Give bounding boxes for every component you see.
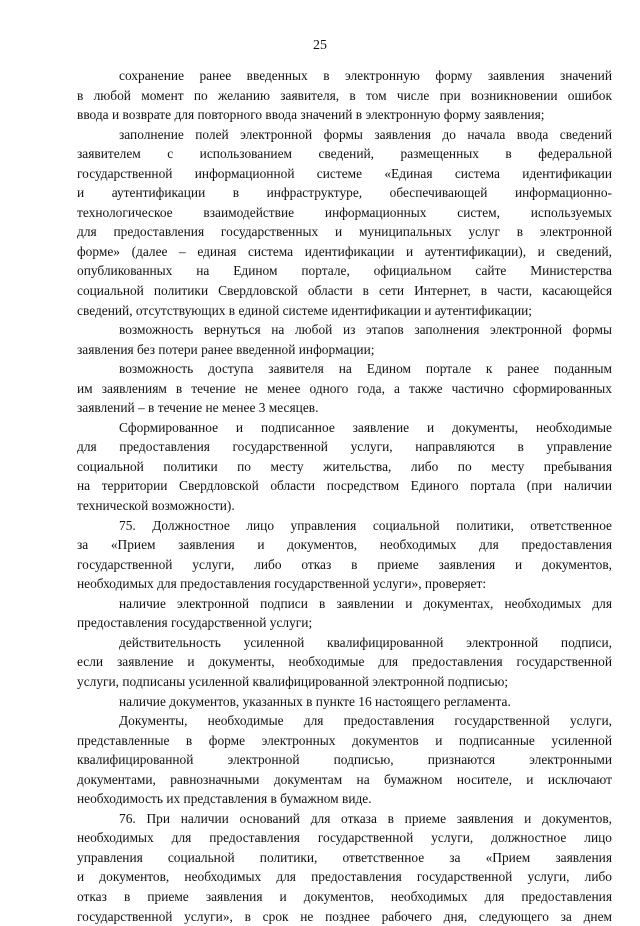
text-line: представленные в форме электронных документов и подписанные усиленной bbox=[77, 732, 612, 748]
text-line: наличие электронной подписи в заявлении и документах, необходимых для bbox=[119, 595, 612, 611]
text-line: сведений, отсутствующих в единой системе идентификации и аутентификации; bbox=[77, 302, 532, 318]
text-line: ввода и возврате для повторного ввода значений в электронную форму заявления; bbox=[77, 107, 545, 123]
text-line: и аутентификации в инфраструктуре, обеспечивающей информационно- bbox=[77, 185, 612, 201]
text-line: наличие документов, указанных в пункте 16 настоящего регламента. bbox=[119, 693, 511, 709]
text-line: на территории Свердловской области посредством Единого портала (при наличии bbox=[77, 478, 612, 494]
paragraph bbox=[77, 66, 612, 125]
text-line: действительность усиленной квалифицированной электронной подписи, bbox=[119, 634, 612, 650]
text-line: для предоставления государственных и муниципальных услуг в электронной bbox=[77, 224, 612, 240]
text-line: возможность доступа заявителя на Едином портале к ранее поданным bbox=[119, 361, 612, 377]
text-line: заявления без потери ранее введенной информации; bbox=[77, 341, 375, 357]
text-line: заполнение полей электронной формы заявления до начала ввода сведений bbox=[119, 126, 612, 142]
text-line: заявлений – в течение не менее 3 месяцев. bbox=[77, 400, 319, 416]
paragraph bbox=[77, 418, 612, 516]
paragraph bbox=[77, 809, 612, 926]
text-line: Документы, необходимые для предоставления государственной услуги, bbox=[119, 713, 612, 729]
text-line: за «Прием заявления и документов, необходимых для предоставления bbox=[77, 537, 612, 553]
text-line: государственной информационной системе «Единая система идентификации bbox=[77, 165, 612, 181]
text-line: опубликованных на Едином портале, официальном сайте Министерства bbox=[77, 263, 612, 279]
text-line: социальной политики по месту жительства, либо по месту пребывания bbox=[77, 458, 612, 474]
text-line: необходимых для предоставления государственной услуги», проверяет: bbox=[77, 576, 487, 592]
text-line: заявителем с использованием сведений, размещенных в федеральной bbox=[77, 146, 612, 162]
text-line: предоставления государственной услуги; bbox=[77, 615, 313, 631]
text-line: Сформированное и подписанное заявление и документы, необходимые bbox=[119, 419, 612, 435]
text-line: форме» (далее – единая система идентификации и аутентификации), и сведений, bbox=[77, 243, 612, 259]
text-line: сохранение ранее введенных в электронную форму заявления значений bbox=[119, 68, 612, 83]
text-line: технической возможности). bbox=[77, 498, 235, 514]
text-line: 75. Должностное лицо управления социальной политики, ответственное bbox=[119, 517, 612, 533]
text-line: необходимых для предоставления государственной услуги, должностное лицо bbox=[77, 830, 612, 846]
paragraph bbox=[77, 125, 612, 320]
text-line: в любой момент по желанию заявителя, в том числе при возникновении ошибок bbox=[77, 87, 612, 103]
text-line: необходимость их представления в бумажном виде. bbox=[77, 791, 372, 807]
text-line: возможность вернуться на любой из этапов заполнения электронной формы bbox=[119, 322, 612, 338]
document-body bbox=[77, 66, 612, 926]
text-line: государственной услуги», в срок не позднее рабочего дня, следующего за днем bbox=[77, 908, 612, 924]
paragraph bbox=[77, 711, 612, 809]
text-line: социальной политики Свердловской области в сети Интернет, в части, касающейся bbox=[77, 283, 612, 299]
text-line: управления социальной политики, ответственное за «Прием заявления bbox=[77, 849, 612, 865]
paragraph bbox=[77, 633, 612, 692]
text-line: государственной услуги, либо отказ в приеме заявления и документов, bbox=[77, 556, 612, 572]
text-line: квалифицированной электронной подписью, признаются электронными bbox=[77, 752, 612, 768]
text-line: им заявлениям в течение не менее одного года, а также частично сформированных bbox=[77, 380, 612, 396]
text-line: для предоставления государственной услуги, направляются в управление bbox=[77, 439, 612, 455]
paragraph bbox=[77, 516, 612, 594]
text-line: документами, равнозначными документам на бумажном носителе, и исключают bbox=[77, 771, 612, 787]
page-number: 25 bbox=[313, 38, 327, 53]
text-line: услуги, подписаны усиленной квалифицированной электронной подписью; bbox=[77, 673, 509, 689]
text-line: и документов, необходимых для предоставления государственной услуги, либо bbox=[77, 869, 612, 885]
paragraph bbox=[77, 359, 612, 418]
paragraph bbox=[77, 692, 612, 712]
text-line: технологическое взаимодействие информационных систем, используемых bbox=[77, 204, 612, 220]
text-line: 76. При наличии оснований для отказа в приеме заявления и документов, bbox=[119, 810, 612, 826]
paragraph bbox=[77, 320, 612, 359]
paragraph bbox=[77, 594, 612, 633]
text-line: отказ в приеме заявления и документов, необходимых для предоставления bbox=[77, 888, 612, 904]
text-line: если заявление и документы, необходимые для предоставления государственной bbox=[77, 654, 612, 670]
